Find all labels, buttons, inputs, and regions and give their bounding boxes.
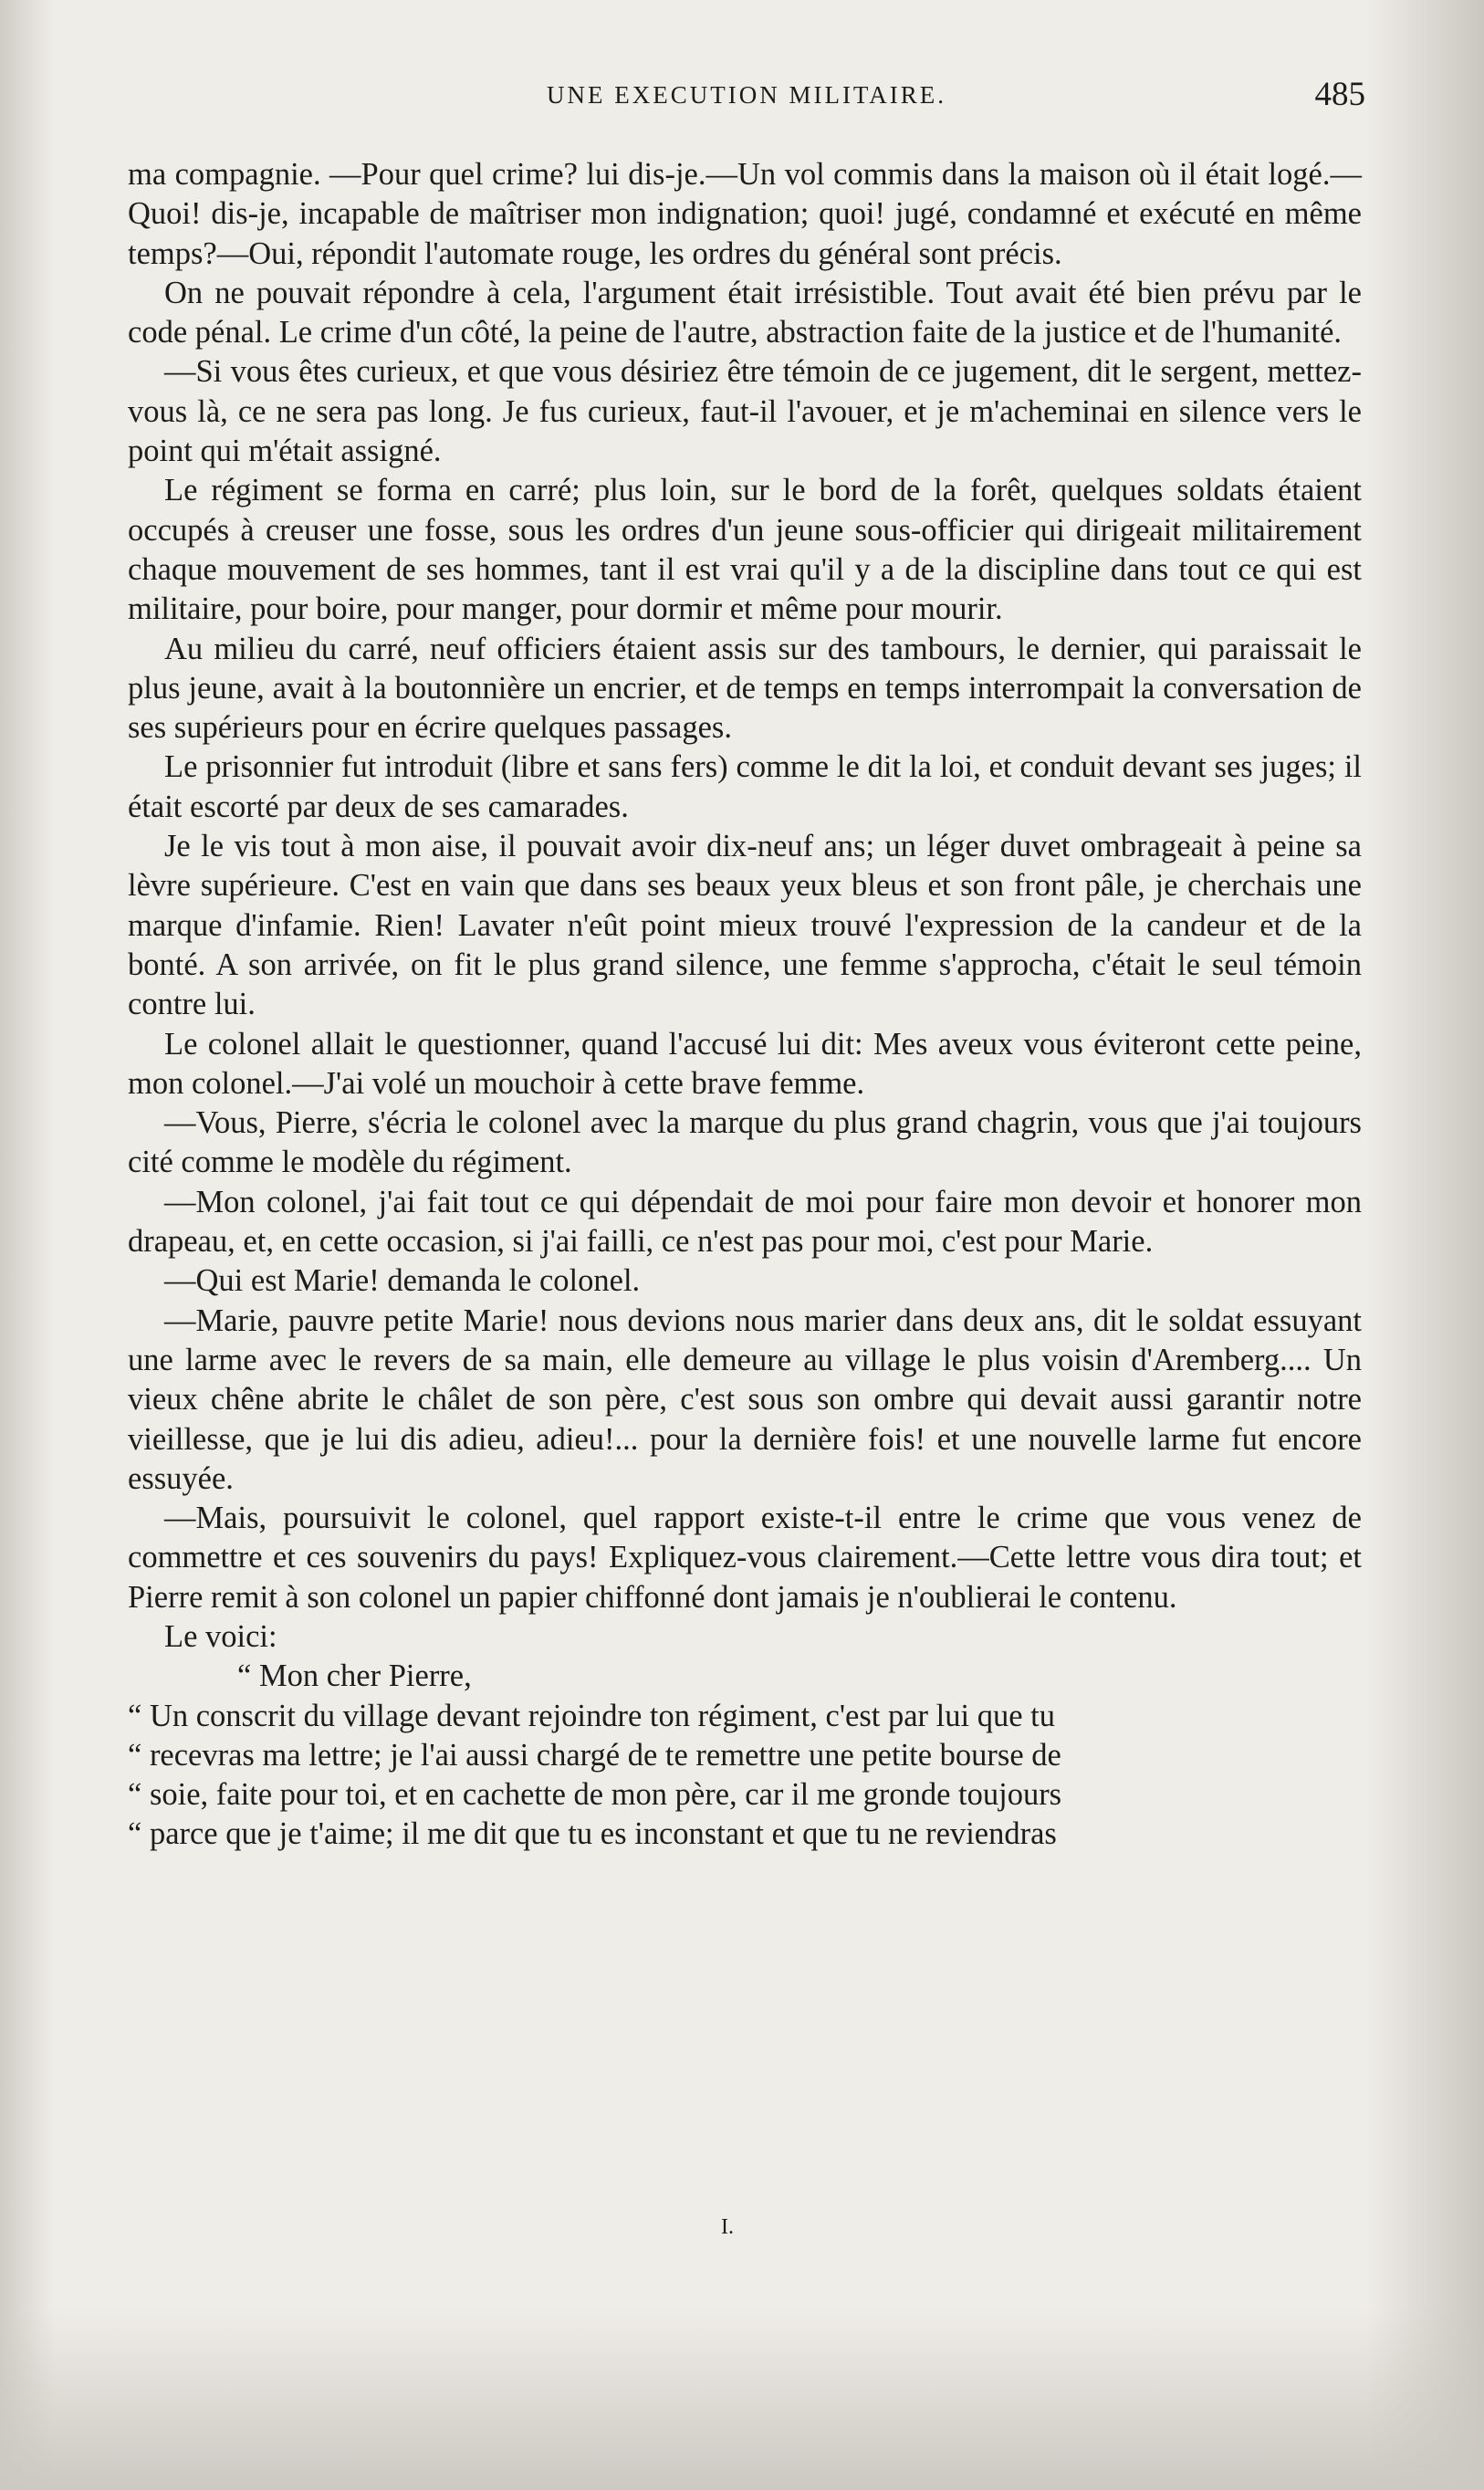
- paragraph: —Qui est Marie! demanda le colonel.: [164, 1263, 641, 1299]
- paragraph: Le voici:: [164, 1618, 277, 1654]
- body-text: [128, 155, 1362, 1855]
- page-edge-left: [0, 0, 55, 2490]
- paragraph: On ne pouvait répondre à cela, l'argument était irrésistible. Tout avait été bien prévu par le code pénal. Le crime d'un côté, la peine de l'autre, abstraction faite de la justice et de l'humanité.: [128, 275, 1362, 350]
- paragraph: —Vous, Pierre, s'écria le colonel avec la marque du plus grand chagrin, vous que j'ai toujours cité comme le modèle du régiment.: [128, 1105, 1362, 1180]
- letter-line: “ Un conscrit du village devant rejoindre ton régiment, c'est par lui que tu: [128, 1698, 1055, 1733]
- paragraph: —Si vous êtes curieux, et que vous désiriez être témoin de ce jugement, dit le sergent, mettez-vous là, ce ne sera pas long. Je fus curieux, faut-il l'avouer, et je m'acheminai en silence vers le point qui m'était assigné.: [128, 354, 1362, 469]
- paragraph: —Mais, poursuivit le colonel, quel rapport existe-t-il entre le crime que vous venez de commettre et ces souvenirs du pays! Expliquez-vous clairement.—Cette lettre vous dira tout; et Pierre remit à son colonel un papier chiffonné dont jamais je n'oublierai le contenu.: [128, 1501, 1362, 1615]
- page-number: 485: [1314, 76, 1365, 113]
- paragraph: ma compagnie. —Pour quel crime? lui dis-je.—Un vol commis dans la maison où il était logé.—Quoi! dis-je, incapable de maîtriser mon indignation; quoi! jugé, condamné et exécuté en même temps?—Oui, répondit l'automate rouge, les ordres du général sont précis.: [128, 157, 1362, 271]
- letter-salutation: “ Mon cher Pierre,: [237, 1658, 472, 1694]
- paragraph: —Marie, pauvre petite Marie! nous devions nous marier dans deux ans, dit le soldat essuyant une larme avec le revers de sa main, elle demeure au village le plus voisin d'Aremberg.... Un vieux chêne abrite le châlet de son père, c'est sous son ombre qui devait aussi garantir notre vieillesse, que je lui dis adieu, adieu!... pour la dernière fois! et une nouvelle larme fut encore essuyée.: [128, 1303, 1362, 1496]
- running-title: UNE EXECUTION MILITAIRE.: [546, 81, 947, 109]
- paragraph: Le prisonnier fut introduit (libre et sans fers) comme le dit la loi, et conduit devant ses juges; il était escorté par deux de ses camarades.: [128, 749, 1362, 824]
- letter-line: “ parce que je t'aime; il me dit que tu es inconstant et que tu ne reviendras: [128, 1816, 1057, 1852]
- letter-line: “ recevras ma lettre; je l'ai aussi chargé de te remettre une petite bourse de: [128, 1737, 1061, 1773]
- paragraph: Le régiment se forma en carré; plus loin, sur le bord de la forêt, quelques soldats étaient occupés à creuser une fosse, sous les ordres d'un jeune sous-officier qui dirigeait militairement chaque mouvement de ses hommes, tant il est vrai qu'il y a de la discipline dans tout ce qui est militaire, pour boire, pour manger, pour dormir et même pour mourir.: [128, 473, 1362, 627]
- page-edge-bottom: [0, 2307, 1484, 2490]
- signature-mark: I.: [721, 2215, 734, 2239]
- paragraph: Le colonel allait le questionner, quand l'accusé lui dit: Mes aveux vous éviteront cette peine, mon colonel.—J'ai volé un mouchoir à cette brave femme.: [128, 1026, 1362, 1101]
- page-edge-right: [1365, 0, 1484, 2490]
- letter-line: “ soie, faite pour toi, et en cachette de mon père, car il me gronde toujours: [128, 1777, 1062, 1813]
- paragraph: Je le vis tout à mon aise, il pouvait avoir dix-neuf ans; un léger duvet ombrageait à peine sa lèvre supérieure. C'est en vain que dans ses beaux yeux bleus et son front pâle, je cherchais une marque d'infamie. Rien! Lavater n'eût point mieux trouvé l'expression de la candeur et de la bonté. A son arrivée, on fit le plus grand silence, une femme s'approcha, c'était le seul témoin contre lui.: [128, 829, 1362, 1022]
- page-header: [128, 75, 1365, 120]
- paragraph: Au milieu du carré, neuf officiers étaient assis sur des tambours, le dernier, qui paraissait le plus jeune, avait à la boutonnière un encrier, et de temps en temps interrompait la conversation de ses supérieurs pour en écrire quelques passages.: [128, 631, 1362, 746]
- paragraph: —Mon colonel, j'ai fait tout ce qui dépendait de moi pour faire mon devoir et honorer mon drapeau, et, en cette occasion, si j'ai failli, ce n'est pas pour moi, c'est pour Marie.: [128, 1184, 1362, 1260]
